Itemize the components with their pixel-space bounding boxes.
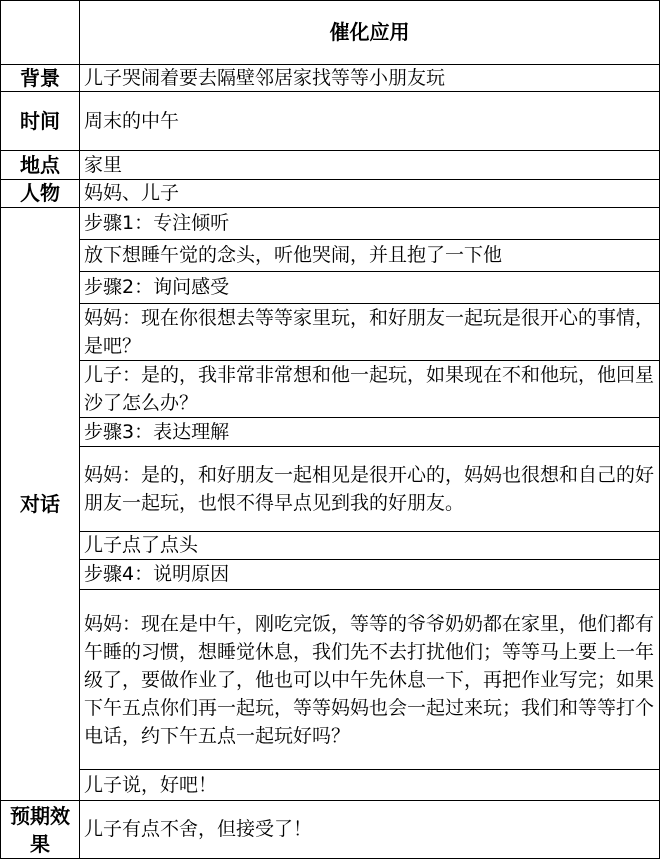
- dialogue-text: 妈妈：现在你很想去等等家里玩，和好朋友一起玩是很开心的事情，是吧？: [80, 304, 660, 361]
- dialogue-step-1: 步骤1：专注倾听: [80, 208, 660, 240]
- dialogue-line: [1, 532, 660, 560]
- label-dialogue: 对话: [1, 208, 80, 801]
- dialogue-text: 儿子点了点头: [80, 532, 660, 560]
- dialogue-text: 儿子：是的，我非常非常想和他一起玩，如果现在不和他玩，他回星沙了怎么办？: [80, 361, 660, 418]
- label-expected: 预期效果: [1, 801, 80, 859]
- dialogue-text: 放下想睡午觉的念头，听他哭闹，并且抱了一下他: [80, 240, 660, 272]
- dialogue-line: [1, 361, 660, 418]
- dialogue-line: [1, 418, 660, 447]
- value-people: 妈妈、儿子: [80, 180, 660, 208]
- dialogue-line: [1, 304, 660, 361]
- label-background: 背景: [1, 65, 80, 92]
- dialogue-line: [1, 447, 660, 532]
- dialogue-line: [1, 272, 660, 304]
- dialogue-text: 妈妈：是的，和好朋友一起相见是很开心的，妈妈也很想和自己的好朋友一起玩，也恨不得早点见到我的好朋友。: [80, 447, 660, 532]
- dialogue-text: 儿子说，好吧！: [80, 770, 660, 801]
- dialogue-step-3: 步骤3：表达理解: [80, 418, 660, 447]
- value-time: 周末的中午: [80, 92, 660, 151]
- label-people: 人物: [1, 180, 80, 208]
- row-place: [1, 151, 660, 180]
- label-place: 地点: [1, 151, 80, 180]
- corner-cell: [1, 1, 80, 65]
- dialogue-line: [1, 208, 660, 240]
- row-expected: [1, 801, 660, 859]
- dialogue-step-2: 步骤2：询问感受: [80, 272, 660, 304]
- dialogue-text: 妈妈：现在是中午，刚吃完饭，等等的爷爷奶奶都在家里，他们都有午睡的习惯，想睡觉休息，我们先不去打扰他们；等等马上要上一年级了，要做作业了，他也可以中午先休息一下，再把作业写完；如果下午五点你们再一起玩，等等妈妈也会一起过来玩；我们和等等打个电话，约下午五点一起玩好吗？: [80, 590, 660, 770]
- value-expected: 儿子有点不舍，但接受了！: [80, 801, 660, 859]
- row-time: [1, 92, 660, 151]
- dialogue-step-4: 步骤4：说明原因: [80, 560, 660, 590]
- dialogue-line: [1, 240, 660, 272]
- header-row: [1, 1, 660, 65]
- label-time: 时间: [1, 92, 80, 151]
- dialogue-line: [1, 590, 660, 770]
- table-title: 催化应用: [80, 1, 660, 65]
- dialogue-line: [1, 770, 660, 801]
- value-background: 儿子哭闹着要去隔壁邻居家找等等小朋友玩: [80, 65, 660, 92]
- dialogue-line: [1, 560, 660, 590]
- row-people: [1, 180, 660, 208]
- value-place: 家里: [80, 151, 660, 180]
- row-background: [1, 65, 660, 92]
